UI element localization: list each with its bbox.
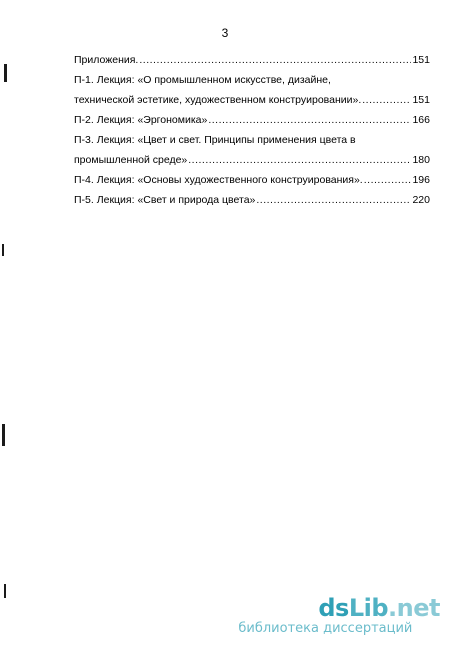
toc-entry-title: П-2. Лекция: «Эргономика» [74, 114, 208, 126]
watermark-tagline: библиотека диссертаций [238, 621, 413, 636]
toc-page-number: 151 [412, 54, 430, 66]
toc-page-number: 180 [412, 154, 430, 166]
toc-entry-title: П-3. Лекция: «Цвет и свет. Принципы применения цвета в [74, 134, 356, 146]
toc-line [74, 130, 430, 150]
toc-line [74, 50, 430, 70]
dot-leader [256, 190, 411, 210]
toc-line [74, 170, 430, 190]
toc-entry-title: Приложения. [74, 54, 139, 66]
toc-entry [74, 190, 430, 210]
toc-line [74, 110, 430, 130]
dot-leader [188, 150, 411, 170]
toc-entry-title: технической эстетике, художественном конструировании». [74, 94, 362, 106]
dslib-watermark [238, 595, 440, 637]
toc-line [74, 90, 430, 110]
scan-artifact [2, 424, 5, 446]
toc-line [74, 150, 430, 170]
toc-entry-title: П-5. Лекция: «Свет и природа цвета» [74, 194, 256, 206]
page-number: 3 [221, 26, 229, 40]
scan-artifact [2, 244, 4, 256]
dot-leader [364, 170, 412, 190]
toc-line [74, 190, 430, 210]
table-of-contents [74, 50, 430, 210]
dot-leader [362, 90, 411, 110]
logo-lib: Lib [348, 594, 389, 622]
toc-entry [74, 170, 430, 190]
dot-leader [139, 50, 411, 70]
scan-artifact [4, 584, 6, 598]
toc-entry [74, 130, 430, 170]
toc-entry [74, 50, 430, 70]
toc-page-number: 151 [412, 94, 430, 106]
toc-page-number: 220 [412, 194, 430, 206]
toc-entry [74, 70, 430, 110]
logo-ds: ds [318, 594, 349, 622]
dot-leader [208, 110, 411, 130]
toc-entry-title: П-1. Лекция: «О промышленном искусстве, дизайне, [74, 74, 331, 86]
scan-artifact [4, 64, 7, 82]
toc-entry-title: П-4. Лекция: «Основы художественного конструирования». [74, 174, 363, 186]
toc-page-number: 196 [412, 174, 430, 186]
dslib-logo [318, 595, 440, 621]
toc-page-number: 166 [412, 114, 430, 126]
toc-entry-title: промышленной среде» [74, 154, 188, 166]
toc-entry [74, 110, 430, 130]
toc-line [74, 70, 430, 90]
logo-net: .net [388, 594, 440, 622]
